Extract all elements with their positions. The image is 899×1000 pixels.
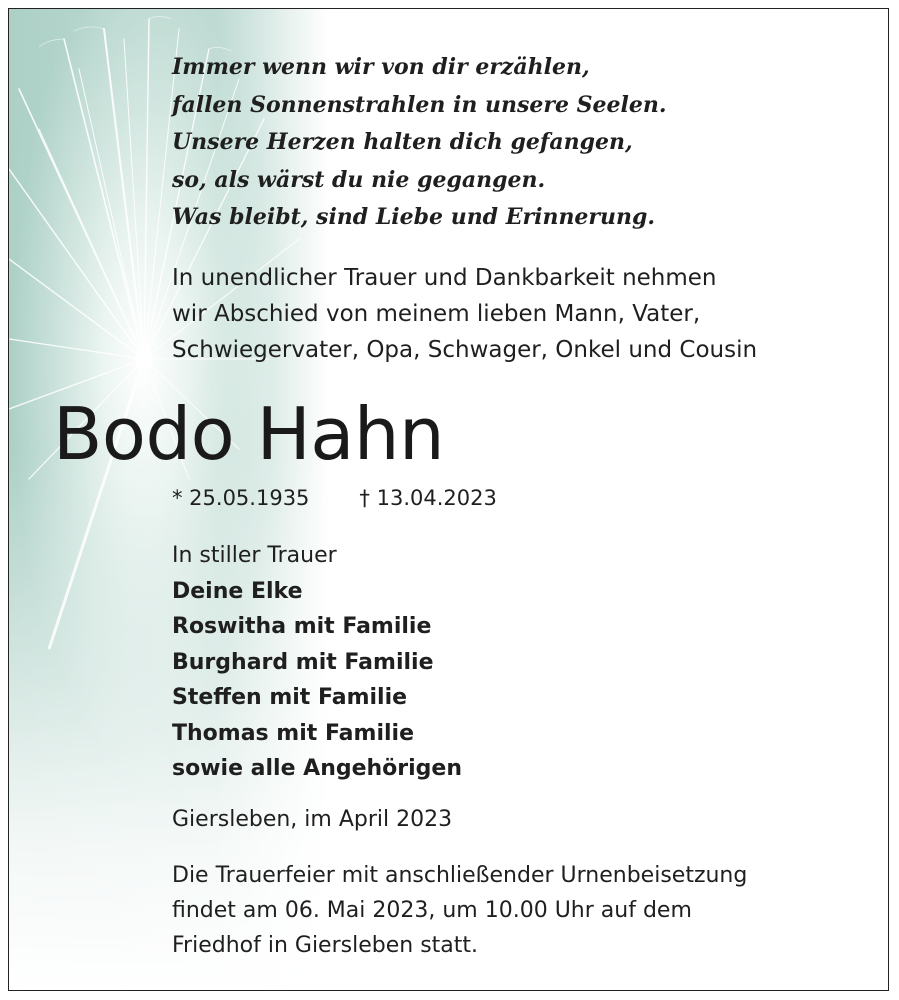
life-dates: [172, 482, 497, 514]
death-date: † 13.04.2023: [359, 486, 497, 510]
intro-line: Schwiegervater, Opa, Schwager, Onkel und Cousin: [172, 337, 758, 363]
intro-line: wir Abschied von meinem lieben Mann, Vater,: [172, 301, 701, 327]
poem-line: Immer wenn wir von dir erzählen,: [172, 54, 590, 80]
obituary-card: [8, 8, 889, 991]
birth-date: * 25.05.1935: [172, 486, 310, 510]
mourners-list: [172, 538, 462, 787]
ceremony-line: Die Trauerfeier mit anschließender Urnenbeisetzung: [172, 863, 748, 888]
place-date: Giersleben, im April 2023: [172, 807, 453, 832]
poem-line: Was bleibt, sind Liebe und Erinnerung.: [172, 204, 656, 230]
memorial-poem: [172, 49, 812, 237]
mourner-name: sowie alle Angehörigen: [172, 756, 463, 781]
obituary-content: [9, 9, 889, 991]
mourner-name: Roswitha mit Familie: [172, 614, 432, 639]
mourners-label: In stiller Trauer: [172, 543, 337, 568]
poem-line: so, als wärst du nie gegangen.: [172, 166, 546, 193]
poem-line: fallen Sonnenstrahlen in unsere Seelen.: [172, 91, 667, 118]
ceremony-notice: [172, 858, 872, 963]
ceremony-line: findet am 06. Mai 2023, um 10.00 Uhr auf dem: [172, 898, 692, 923]
intro-line: In unendlicher Trauer und Dankbarkeit nehmen: [172, 265, 717, 291]
poem-line: Unsere Herzen halten dich gefangen,: [172, 129, 633, 155]
mourner-name: Deine Elke: [172, 578, 303, 604]
farewell-intro: [172, 260, 872, 368]
mourner-name: Burghard mit Familie: [172, 649, 434, 675]
mourner-name: Thomas mit Familie: [172, 720, 414, 746]
mourner-name: Steffen mit Familie: [172, 685, 408, 710]
deceased-name: Bodo Hahn: [53, 392, 445, 476]
ceremony-line: Friedhof in Giersleben statt.: [172, 933, 479, 958]
